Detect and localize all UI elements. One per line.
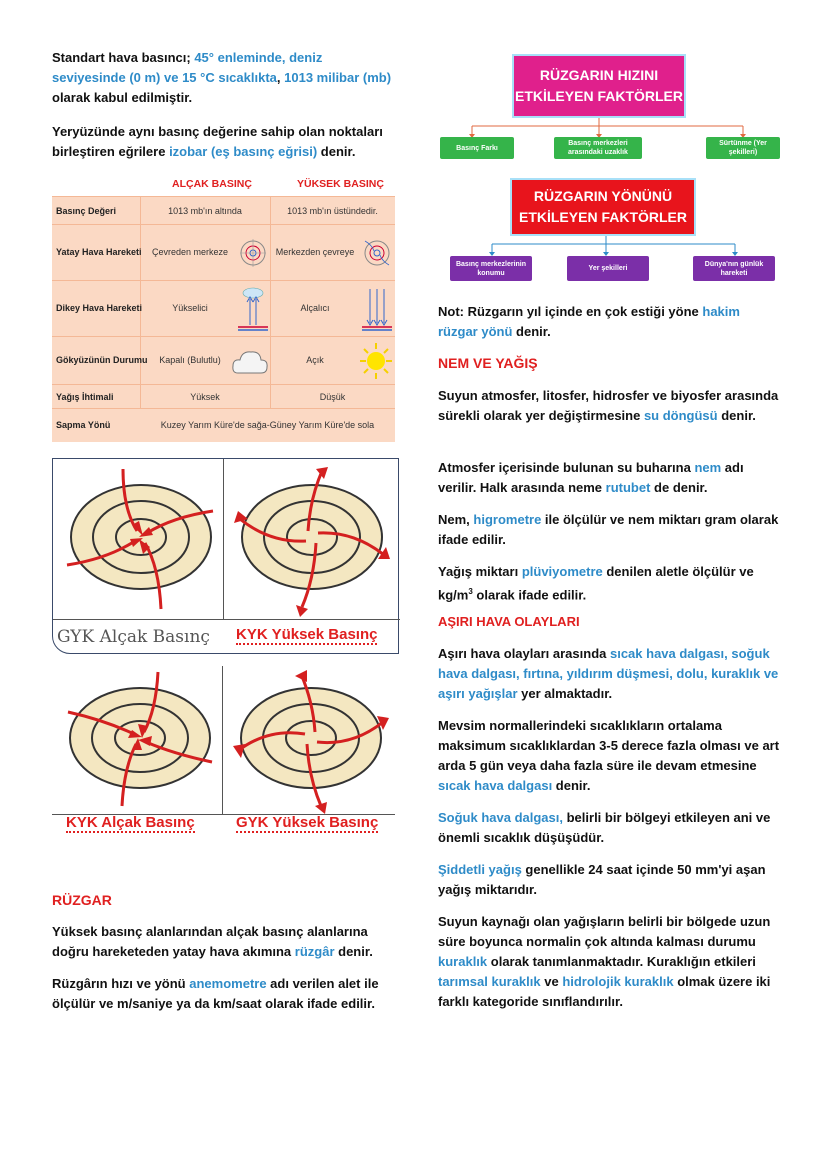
paragraph-standard-pressure: Standart hava basıncı; 45° enleminde, deniz seviyesinde (0 m) ve 15 °C sıcaklıkta, 1013 milibar (mb) olarak kabul edilmiştir. xyxy=(52,50,392,105)
sinking-air-icon xyxy=(360,285,394,333)
table-row: Yatay Hava Hareketi Çevreden merkeze Merkezden çevreye xyxy=(52,224,395,280)
paragraph-humidity: Atmosfer içerisinde bulunan su buharına nem adı verilir. Halk arasında neme rutubet de denir. xyxy=(438,460,744,495)
cloud-icon xyxy=(230,343,270,379)
paragraph-pluviometer: Yağış miktarı plüviyometre denilen aletle ölçülür ve $kg/m^3$ olarak ifade edilir. xyxy=(438,564,754,603)
table-header-high: YÜKSEK BASINÇ xyxy=(297,178,384,190)
factor-pressure-center-location: Basınç merkezlerinin konumu xyxy=(450,256,532,281)
paragraph-cold-wave: Soğuk hava dalgası, belirli bir bölgeyi etkileyen ani ve önemli sıcaklık düşüşüdür. xyxy=(438,810,771,845)
table-header-low: ALÇAK BASINÇ xyxy=(172,178,252,190)
kyk-low-pressure-spiral xyxy=(52,666,222,814)
section-title-humidity: NEM VE YAĞIŞ xyxy=(438,355,538,371)
pressure-diagram-2 xyxy=(52,666,395,844)
caption-gyk-high: GYK Yüksek Basınç xyxy=(236,814,379,831)
pressure-table xyxy=(52,178,395,442)
factor-pressure-difference: Basınç Farkı xyxy=(440,137,514,159)
paragraph-heavy-rain: Şiddetli yağış genellikle 24 saat içinde 50 mm'yi aşan yağış miktarıdır. xyxy=(438,862,766,897)
factor-friction: Sürtünme (Yer şekilleri) xyxy=(706,137,780,159)
wind-direction-factors-box: RÜZGARIN YÖNÜNÜ ETKİLEYEN FAKTÖRLER xyxy=(510,178,696,236)
paragraph-wind-definition: Yüksek basınç alanlarından alçak basınç alanlarına doğru hareketeden yatay hava akımına rüzgâr denir. xyxy=(52,924,373,959)
caption-kyk-high: KYK Yüksek Basınç xyxy=(236,626,378,643)
gyk-high-pressure-spiral xyxy=(223,666,395,814)
table-row: Sapma Yönü Kuzey Yarım Küre'de sağa-Güney Yarım Küre'de sola xyxy=(52,408,395,442)
rising-air-icon xyxy=(236,285,270,333)
table-row: Yağış İhtimali Yüksek Düşük xyxy=(52,384,395,408)
paragraph-heat-wave: Mevsim normallerindeki sıcaklıkların ortalama maksimum sıcaklıklardan 3-5 derece fazla olması ve art arda 5 gün veya daha fazla süre ile devam etmesine sıcak hava dalgası denir. xyxy=(438,718,780,793)
high-pressure-outflow-icon xyxy=(362,231,392,275)
pressure-diagram-1 xyxy=(52,458,399,654)
table-row: Basınç Değeri 1013 mb'ın altında 1013 mb'ın üstündedir. xyxy=(52,196,395,224)
paragraph-anemometer: Rüzgârın hızı ve yönü anemometre adı verilen alet ile ölçülür ve m/saniye ya da km/saat olarak ifade edilir. xyxy=(52,976,379,1011)
paragraph-drought: Suyun kaynağı olan yağışların belirli bir bölgede uzun süre boyunca normalin çok altında kalması durumu kuraklık olarak tanımlanmaktadır. Kuraklığın etkileri tarımsal kuraklık ve hidrolojik kuraklık olmak üzere iki farklı kategoride sınıflandırılır. xyxy=(438,914,771,1009)
paragraph-water-cycle: Suyun atmosfer, litosfer, hidrosfer ve biyosfer arasında sürekli olarak yer değiştirmesine su döngüsü denir. xyxy=(438,388,779,423)
paragraph-hygrometer: Nem, higrometre ile ölçülür ve nem miktarı gram olarak ifade edilir. xyxy=(438,512,779,547)
section-title-extreme-weather: AŞIRI HAVA OLAYLARI xyxy=(438,614,580,629)
sun-icon xyxy=(358,341,394,381)
caption-gyk-low: GYK Alçak Basınç xyxy=(57,627,210,647)
factor-earth-rotation: Dünya'nın günlük hareketi xyxy=(693,256,775,281)
gyk-low-pressure-spiral xyxy=(53,459,223,619)
low-pressure-inflow-icon xyxy=(238,231,268,275)
factor-landforms: Yer şekilleri xyxy=(567,256,649,281)
wind-speed-factors-box: RÜZGARIN HIZINI ETKİLEYEN FAKTÖRLER xyxy=(512,54,686,118)
table-row: Gökyüzünün Durumu Kapalı (Bulutlu) Açık xyxy=(52,336,395,384)
caption-kyk-low: KYK Alçak Basınç xyxy=(66,814,195,831)
paragraph-isobar: Yeryüzünde aynı basınç değerine sahip olan noktaları birleştiren eğrilere izobar (eş basınç eğrisi) denir. xyxy=(52,124,383,159)
factor-center-distance: Basınç merkezleri arasındaki uzaklık xyxy=(554,137,642,159)
note-prevailing-wind: Not: Rüzgarın yıl içinde en çok estiği yöne hakim rüzgar yönü denir. xyxy=(438,304,740,339)
paragraph-extreme-events: Aşırı hava olayları arasında sıcak hava dalgası, soğuk hava dalgası, fırtına, yıldırım düşmesi, dolu, kuraklık ve aşırı yağışlar yer almaktadır. xyxy=(438,646,779,701)
wind-direction-connectors xyxy=(438,236,783,258)
table-row: Dikey Hava Hareketi Yükselici Alçalıcı xyxy=(52,280,395,336)
section-title-wind: RÜZGAR xyxy=(52,892,112,908)
kyk-high-pressure-spiral xyxy=(224,459,400,619)
